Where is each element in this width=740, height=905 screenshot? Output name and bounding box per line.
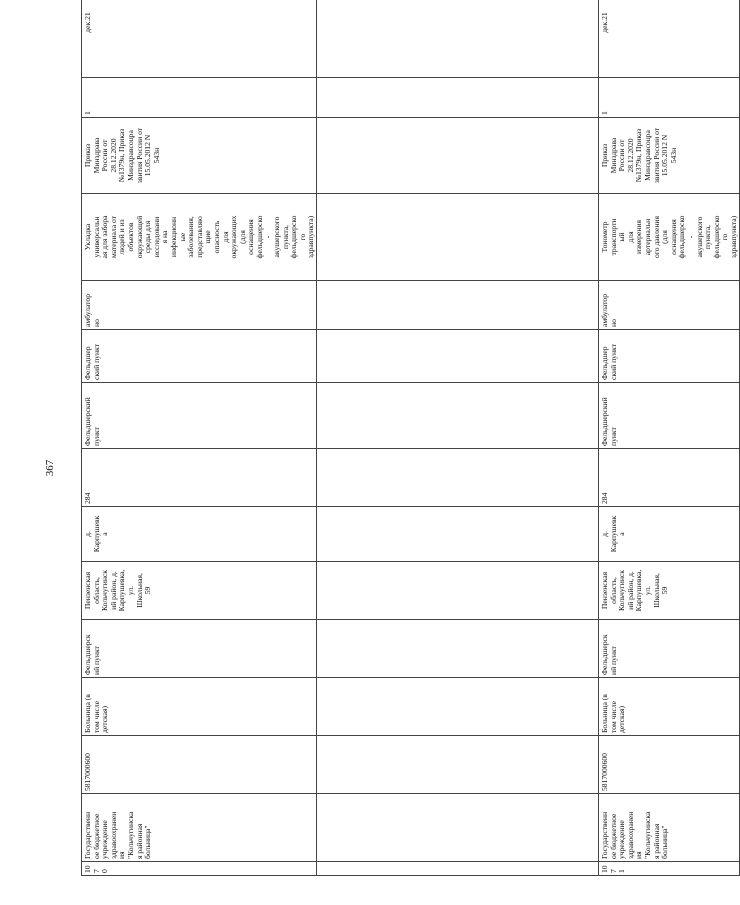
cell-organization: Государственн ое бюджетное учреждение здравоохранен ия "Кольчугинска я районная больница" xyxy=(599,794,740,862)
cell-legal-basis: Приказ Минздрава России от 28.12.2020 №1379н, Приказ Минздравсоцра звития России от 15.05.2012 N 543н xyxy=(599,118,740,194)
cell-empty xyxy=(317,281,599,330)
cell-care-form: амбулатор но xyxy=(82,281,317,330)
table-row xyxy=(599,0,740,876)
cell-empty xyxy=(317,118,599,194)
cell-address: Пензенская область, Кольчугинск ий район, д. Карпушевка, ул. Школьная, 59 xyxy=(82,562,317,620)
cell-empty xyxy=(317,330,599,383)
cell-equipment: Тонометр транспортн ый для измерения артериальн ого давления (для оснащения фельдшерско - акушерского пункта, фельдшерско го здравпункта) xyxy=(599,194,740,281)
cell-care-form: амбулатор но xyxy=(599,281,740,330)
equipment-table xyxy=(81,12,738,876)
cell-unit-kind: Фельдшерский пункт xyxy=(82,383,317,449)
cell-empty xyxy=(317,736,599,794)
cell-address: Пензенская область, Кольчугинск ий район, д. Карпушевка, ул. Школьная, 59 xyxy=(599,562,740,620)
cell-empty xyxy=(317,862,599,876)
cell-empty xyxy=(317,678,599,736)
cell-empty xyxy=(317,0,599,78)
cell-population: 284 xyxy=(599,449,740,507)
cell-settlement: д. Карпушевк а xyxy=(599,507,740,562)
cell-empty xyxy=(317,78,599,118)
cell-settlement: д. Карпушевк а xyxy=(82,507,317,562)
cell-code: 5817000600 xyxy=(599,736,740,794)
page-number: 367 xyxy=(44,459,56,477)
cell-institution-type: Больница (в том числе детская) xyxy=(82,678,317,736)
cell-empty xyxy=(317,194,599,281)
cell-empty xyxy=(317,794,599,862)
cell-institution-type: Больница (в том числе детская) xyxy=(599,678,740,736)
cell-empty xyxy=(317,507,599,562)
cell-legal-basis: Приказ Минздрава России от 28.12.2020 №1379н, Приказ Минздравсоцра звития России от 15.05.2012 N 543н xyxy=(82,118,317,194)
cell-unit-kind: Фельдшерский пункт xyxy=(599,383,740,449)
table-row xyxy=(82,0,317,876)
cell-quantity: 1 xyxy=(82,78,317,118)
cell-empty xyxy=(317,620,599,678)
cell-equipment: Укладка универсальн ая для забора материала от людей и из объектов окружающей среды для исследовани я на инфекционн ые заболевания, представляю щие опасность для окружающих (для оснащения фельдшерско - акушерского пункта, фельдшерско го здравпункта) xyxy=(82,194,317,281)
cell-unit-name: Фельдшер ский пункт xyxy=(599,330,740,383)
cell-unit-name: Фельдшер ский пункт xyxy=(82,330,317,383)
cell-empty xyxy=(317,562,599,620)
cell-empty xyxy=(317,383,599,449)
table-row xyxy=(317,0,599,876)
table xyxy=(81,0,740,876)
cell-subdivision: Фельдшерск ий пункт xyxy=(599,620,740,678)
cell-subdivision: Фельдшерск ий пункт xyxy=(82,620,317,678)
cell-empty xyxy=(317,449,599,507)
cell-date: дек.21 xyxy=(599,0,740,78)
cell-organization: Государственн ое бюджетное учреждение здравоохранен ия "Кольчугинска я районная больница" xyxy=(82,794,317,862)
cell-population: 284 xyxy=(82,449,317,507)
cell-quantity: 1 xyxy=(599,78,740,118)
cell-row-number: 107 1 xyxy=(599,862,740,876)
cell-date: дек.21 xyxy=(82,0,317,78)
cell-code: 5817000600 xyxy=(82,736,317,794)
cell-row-number: 107 0 xyxy=(82,862,317,876)
